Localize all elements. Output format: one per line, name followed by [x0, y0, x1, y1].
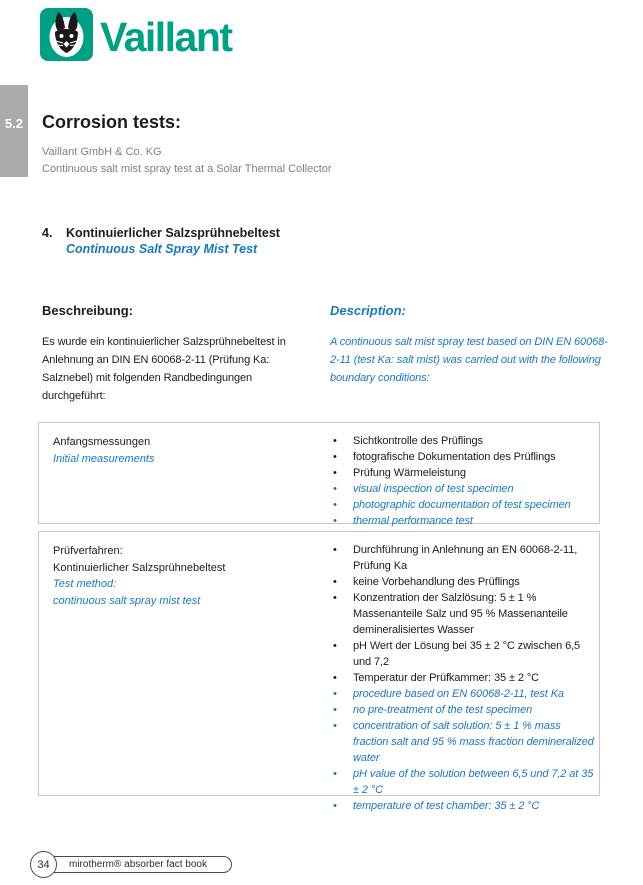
bullet-text: photographic documentation of test specimen [353, 499, 571, 511]
bullet-item [331, 574, 595, 590]
bullet-dot: • [333, 499, 337, 511]
footer-page-tag [30, 851, 240, 879]
bullet-item [331, 449, 595, 465]
bullet-dot: • [333, 640, 337, 652]
row-label-german: Prüfverfahren: [53, 545, 123, 557]
row-label-cell [39, 423, 329, 523]
description-body-english: A continuous salt mist spray test based on DIN EN 60068-2-11 (test Ka: salt mist) was carried out with the following boundary conditions: [330, 336, 608, 384]
bullet-item [331, 590, 595, 638]
bullet-text: no pre-treatment of the test specimen [353, 704, 533, 716]
bullet-item [331, 465, 595, 481]
bullet-dot: • [333, 544, 337, 556]
vaillant-hare-icon [40, 8, 93, 66]
bullet-text: temperature of test chamber: 35 ± 2 °C [353, 800, 540, 812]
table-row-test-method [38, 531, 600, 812]
bullet-item [331, 542, 595, 574]
bullet-item [331, 670, 595, 686]
bullet-item [331, 481, 595, 497]
bullet-dot: • [333, 688, 337, 700]
subtitle-test-description: Continuous salt mist spray test at a Solar Thermal Collector [42, 162, 332, 175]
bullet-item [331, 433, 595, 449]
row-label-english: Initial measurements [53, 452, 155, 465]
row-label-cell [39, 532, 329, 795]
bullet-item [331, 513, 595, 529]
description-column-english [330, 303, 608, 405]
bullet-item [331, 798, 595, 814]
section-title-german: Kontinuierlicher Salzsprühnebeltest [66, 226, 280, 240]
footer-book-title: mirotherm® absorber fact book [44, 856, 232, 873]
section-number: 5.2 [4, 116, 23, 131]
bullet-text: procedure based on EN 60068-2-11, test Ka [353, 688, 564, 700]
bullet-text: concentration of salt solution: 5 ± 1 % mass fraction salt and 95 % mass fraction demineralized water [353, 720, 594, 764]
row-label-german: Kontinuierlicher Salzsprühnebeltest [53, 561, 226, 574]
section-heading-titles [66, 225, 280, 257]
brand-wordmark: Vaillant [100, 13, 232, 60]
page-title: Corrosion tests: [42, 112, 182, 132]
bullet-item [331, 638, 595, 670]
bullet-item [331, 686, 595, 702]
page-subtitle [42, 144, 332, 177]
section-heading-number: 4. [42, 226, 53, 240]
bullet-dot: • [333, 451, 337, 463]
table-row-initial-measurements [38, 422, 600, 527]
bullet-dot: • [333, 515, 337, 527]
bullet-text: visual inspection of test specimen [353, 483, 514, 495]
bullet-item [331, 497, 595, 513]
bullet-dot: • [333, 467, 337, 479]
bullet-text: pH Wert der Lösung bei 35 ± 2 °C zwischen 6,5 und 7,2 [353, 640, 581, 668]
subtitle-company: Vaillant GmbH & Co. KG [42, 146, 162, 158]
section-heading [42, 225, 280, 257]
bullet-text: Konzentration der Salzlösung: 5 ± 1 % Massenanteile Salz und 95 % Massenanteile demineralisiertes Wasser [353, 592, 568, 636]
bullet-text: Durchführung in Anlehnung an EN 60068-2-11, Prüfung Ka [353, 544, 578, 572]
description-columns [42, 303, 608, 405]
bullet-text: Temperatur der Prüfkammer: 35 ± 2 °C [353, 672, 539, 684]
bullet-item [331, 718, 595, 766]
bullet-item [331, 702, 595, 718]
bullet-dot: • [333, 483, 337, 495]
row-label-english: continuous salt spray mist test [53, 594, 201, 607]
bullet-text: Sichtkontrolle des Prüflings [353, 435, 483, 447]
bullet-item [331, 766, 595, 798]
bullet-dot: • [333, 800, 337, 812]
bullet-text: Prüfung Wärmeleistung [353, 467, 466, 479]
bullet-dot: • [333, 672, 337, 684]
bullet-dot: • [333, 704, 337, 716]
bullet-text: fotografische Dokumentation des Prüflings [353, 451, 556, 463]
section-number-tab [0, 85, 28, 177]
row-bullets-cell [329, 423, 599, 527]
bullet-dot: • [333, 435, 337, 447]
row-label-english: Test method: [53, 578, 117, 590]
bullet-dot: • [333, 592, 337, 604]
description-body-german: Es wurde ein kontinuierlicher Salzsprühnebeltest in Anlehnung an DIN EN 60068-2-11 (Prüfung Ka: Salznebel) mit folgenden Randbedingungen durchgeführt: [42, 336, 286, 402]
bullet-text: keine Vorbehandlung des Prüflings [353, 576, 520, 588]
row-bullets-cell [329, 532, 599, 812]
bullet-dot: • [333, 720, 337, 732]
bullet-text: thermal performance test [353, 515, 473, 527]
description-column-german [42, 303, 310, 405]
description-heading-english: Description: [330, 303, 406, 318]
row-label-german: Anfangsmessungen [53, 436, 151, 448]
bullet-dot: • [333, 576, 337, 588]
bullet-text: pH value of the solution between 6,5 und 7,2 at 35 ± 2 °C [353, 768, 594, 796]
footer-page-number: 34 [30, 851, 57, 878]
section-title-english: Continuous Salt Spray Mist Test [66, 242, 258, 256]
bullet-dot: • [333, 768, 337, 780]
description-heading-german: Beschreibung: [42, 303, 134, 318]
brand-header [40, 8, 232, 66]
